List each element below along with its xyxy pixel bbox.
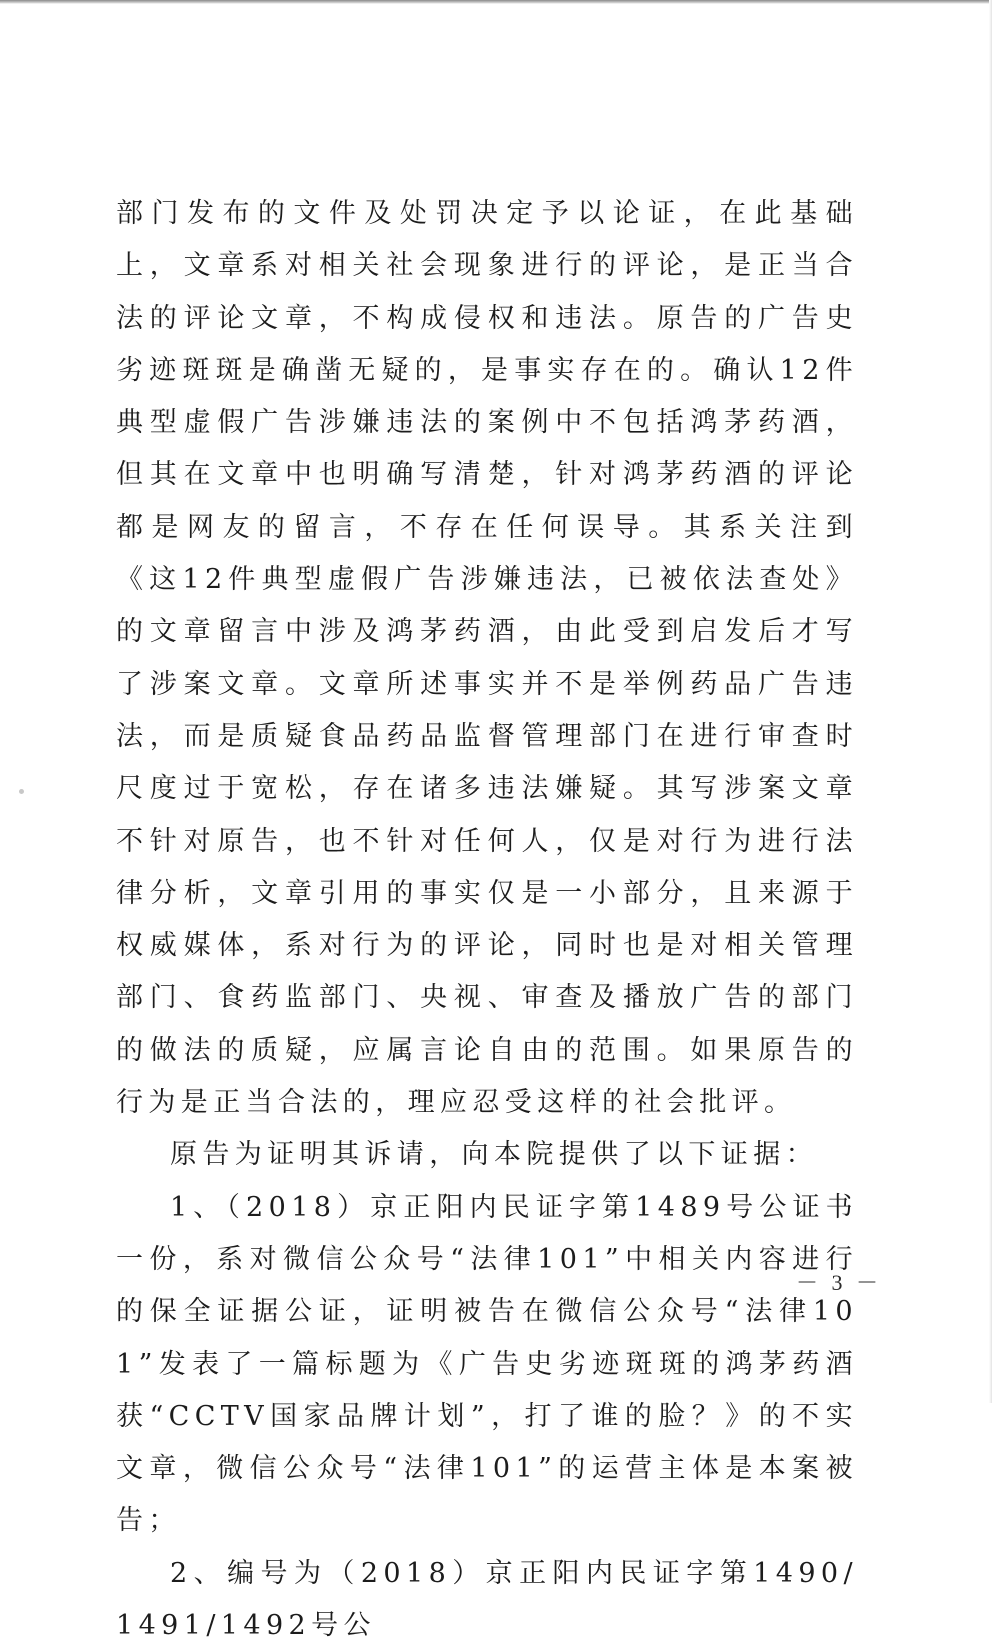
scan-edge-top <box>0 0 992 4</box>
paragraph-evidence-item-2: 2、编号为（2018）京正阳内民证字第1490/1491/1492号公 <box>116 1557 858 1642</box>
paragraph-evidence-intro: 原告为证明其诉请，向本院提供了以下证据： <box>170 1139 818 1171</box>
document-body <box>116 188 858 1652</box>
scan-speck <box>19 789 24 794</box>
paragraph-evidence-item-1: 1、（2018）京正阳内民证字第1489号公证书一份，系对微信公众号“法律101”中相关内容进行的保全证据公证，证明被告在微信公众号“法律101”发表了一篇标题为《广告史劣迹斑斑的鸿茅药酒获“CCTV国家品牌计划”，打了谁的脸？》的不实文章，微信公众号“法律101”的运营主体是本案被告； <box>116 1191 858 1537</box>
page-number: － 3 － <box>796 1270 883 1295</box>
paragraph-continued-argument: 部门发布的文件及处罚决定予以论证，在此基础上，文章系对相关社会现象进行的评论，是正当合法的评论文章，不构成侵权和违法。原告的广告史劣迹斑斑是确凿无疑的，是事实存在的。确认12件典型虚假广告涉嫌违法的案例中不包括鸿茅药酒，但其在文章中也明确写清楚，针对鸿茅药酒的评论都是网友的留言，不存在任何误导。其系关注到《这12件典型虚假广告涉嫌违法，已被依法查处》的文章留言中涉及鸿茅药酒，由此受到启发后才写了涉案文章。文章所述事实并不是举例药品广告违法，而是质疑食品药品监督管理部门在进行审查时尺度过于宽松，存在诸多违法嫌疑。其写涉案文章不针对原告，也不针对任何人，仅是对行为进行法律分析，文章引用的事实仅是一小部分，且来源于权威媒体，系对行为的评论，同时也是对相关管理部门、食药监部门、央视、审查及播放广告的部门的做法的质疑，应属言论自由的范围。如果原告的行为是正当合法的，理应忍受这样的社会批评。 <box>116 198 858 1119</box>
